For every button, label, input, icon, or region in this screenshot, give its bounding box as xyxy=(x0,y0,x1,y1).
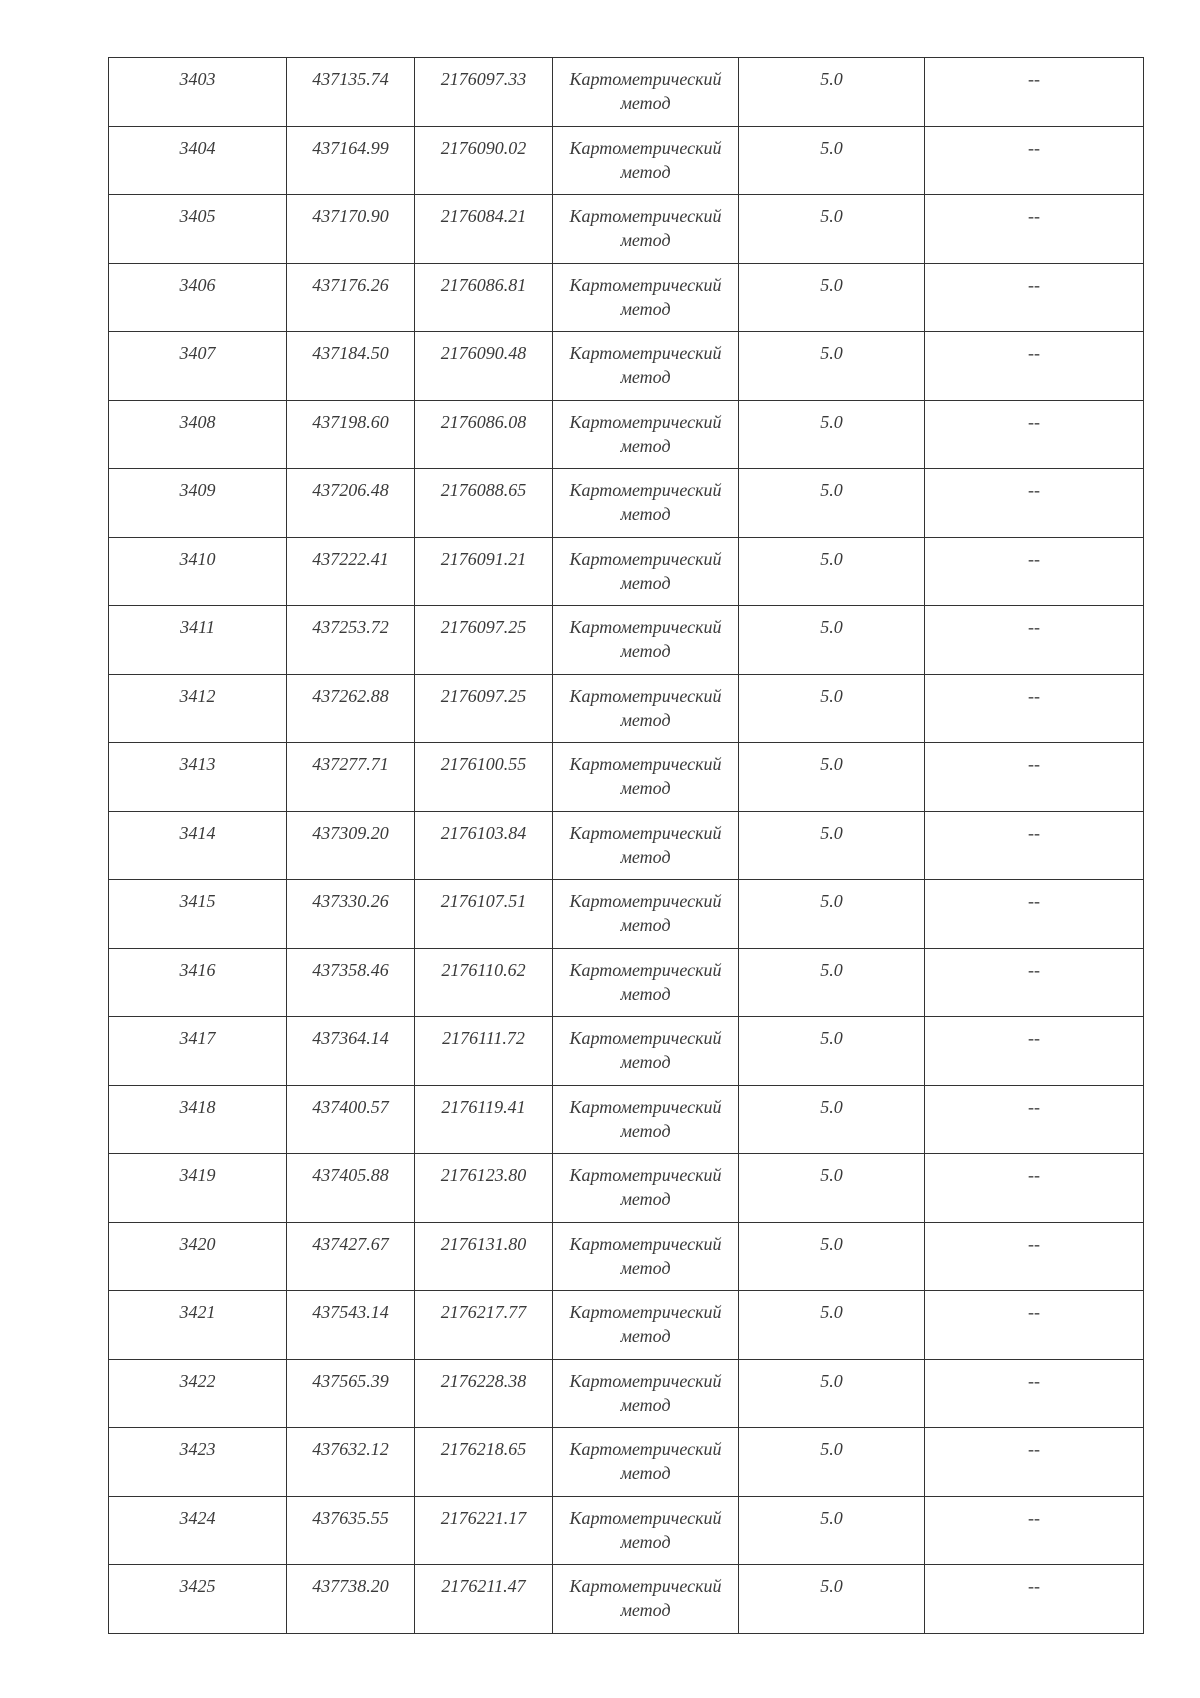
table-row xyxy=(109,263,1144,332)
point-number-cell: 3412 xyxy=(109,674,287,743)
method-cell: Картометрический метод xyxy=(553,880,739,949)
table-row xyxy=(109,811,1144,880)
coordinate-y-cell: 2176090.02 xyxy=(415,126,553,195)
coordinate-x-cell: 437206.48 xyxy=(287,469,415,538)
coordinate-y-cell: 2176086.08 xyxy=(415,400,553,469)
coordinate-x-cell: 437198.60 xyxy=(287,400,415,469)
coordinate-x-cell: 437358.46 xyxy=(287,948,415,1017)
point-number-cell: 3411 xyxy=(109,606,287,675)
method-cell: Картометрический метод xyxy=(553,1428,739,1497)
note-cell: -- xyxy=(925,1154,1144,1223)
coordinate-x-cell: 437738.20 xyxy=(287,1565,415,1634)
note-cell: -- xyxy=(925,332,1144,401)
note-cell: -- xyxy=(925,948,1144,1017)
coordinate-y-cell: 2176088.65 xyxy=(415,469,553,538)
point-number-cell: 3403 xyxy=(109,58,287,127)
point-number-cell: 3407 xyxy=(109,332,287,401)
note-cell: -- xyxy=(925,195,1144,264)
note-cell: -- xyxy=(925,58,1144,127)
note-cell: -- xyxy=(925,1222,1144,1291)
note-cell: -- xyxy=(925,674,1144,743)
accuracy-cell: 5.0 xyxy=(739,537,925,606)
note-cell: -- xyxy=(925,126,1144,195)
note-cell: -- xyxy=(925,880,1144,949)
accuracy-cell: 5.0 xyxy=(739,469,925,538)
coordinate-y-cell: 2176103.84 xyxy=(415,811,553,880)
coordinate-x-cell: 437427.67 xyxy=(287,1222,415,1291)
accuracy-cell: 5.0 xyxy=(739,811,925,880)
point-number-cell: 3419 xyxy=(109,1154,287,1223)
point-number-cell: 3417 xyxy=(109,1017,287,1086)
accuracy-cell: 5.0 xyxy=(739,1565,925,1634)
method-cell: Картометрический метод xyxy=(553,606,739,675)
coordinate-y-cell: 2176211.47 xyxy=(415,1565,553,1634)
coordinate-x-cell: 437184.50 xyxy=(287,332,415,401)
point-number-cell: 3413 xyxy=(109,743,287,812)
coordinate-y-cell: 2176107.51 xyxy=(415,880,553,949)
coordinate-y-cell: 2176218.65 xyxy=(415,1428,553,1497)
point-number-cell: 3408 xyxy=(109,400,287,469)
coordinate-x-cell: 437635.55 xyxy=(287,1496,415,1565)
coordinate-x-cell: 437405.88 xyxy=(287,1154,415,1223)
accuracy-cell: 5.0 xyxy=(739,1291,925,1360)
coordinate-x-cell: 437176.26 xyxy=(287,263,415,332)
method-cell: Картометрический метод xyxy=(553,332,739,401)
method-cell: Картометрический метод xyxy=(553,1359,739,1428)
note-cell: -- xyxy=(925,400,1144,469)
point-number-cell: 3410 xyxy=(109,537,287,606)
point-number-cell: 3421 xyxy=(109,1291,287,1360)
coordinate-x-cell: 437632.12 xyxy=(287,1428,415,1497)
note-cell: -- xyxy=(925,811,1144,880)
table-row xyxy=(109,1496,1144,1565)
point-number-cell: 3404 xyxy=(109,126,287,195)
coordinate-x-cell: 437400.57 xyxy=(287,1085,415,1154)
method-cell: Картометрический метод xyxy=(553,126,739,195)
coordinate-x-cell: 437364.14 xyxy=(287,1017,415,1086)
table-row xyxy=(109,1359,1144,1428)
coordinate-y-cell: 2176100.55 xyxy=(415,743,553,812)
note-cell: -- xyxy=(925,537,1144,606)
table-row xyxy=(109,58,1144,127)
note-cell: -- xyxy=(925,263,1144,332)
method-cell: Картометрический метод xyxy=(553,1496,739,1565)
table-row xyxy=(109,880,1144,949)
coordinate-x-cell: 437135.74 xyxy=(287,58,415,127)
coordinate-y-cell: 2176217.77 xyxy=(415,1291,553,1360)
accuracy-cell: 5.0 xyxy=(739,400,925,469)
accuracy-cell: 5.0 xyxy=(739,1359,925,1428)
accuracy-cell: 5.0 xyxy=(739,1222,925,1291)
coordinate-y-cell: 2176123.80 xyxy=(415,1154,553,1223)
table-row xyxy=(109,537,1144,606)
method-cell: Картометрический метод xyxy=(553,537,739,606)
coordinate-y-cell: 2176097.25 xyxy=(415,606,553,675)
coordinate-y-cell: 2176086.81 xyxy=(415,263,553,332)
method-cell: Картометрический метод xyxy=(553,674,739,743)
accuracy-cell: 5.0 xyxy=(739,58,925,127)
coordinate-x-cell: 437222.41 xyxy=(287,537,415,606)
method-cell: Картометрический метод xyxy=(553,1154,739,1223)
table-row xyxy=(109,1291,1144,1360)
note-cell: -- xyxy=(925,1291,1144,1360)
table-row xyxy=(109,332,1144,401)
point-number-cell: 3405 xyxy=(109,195,287,264)
coordinate-y-cell: 2176119.41 xyxy=(415,1085,553,1154)
accuracy-cell: 5.0 xyxy=(739,880,925,949)
point-number-cell: 3424 xyxy=(109,1496,287,1565)
point-number-cell: 3406 xyxy=(109,263,287,332)
table-row xyxy=(109,606,1144,675)
accuracy-cell: 5.0 xyxy=(739,332,925,401)
table-row xyxy=(109,1154,1144,1223)
accuracy-cell: 5.0 xyxy=(739,263,925,332)
note-cell: -- xyxy=(925,1359,1144,1428)
accuracy-cell: 5.0 xyxy=(739,1496,925,1565)
coordinate-x-cell: 437309.20 xyxy=(287,811,415,880)
accuracy-cell: 5.0 xyxy=(739,1017,925,1086)
point-number-cell: 3416 xyxy=(109,948,287,1017)
coordinate-x-cell: 437262.88 xyxy=(287,674,415,743)
table-row xyxy=(109,1222,1144,1291)
table-row xyxy=(109,1017,1144,1086)
point-number-cell: 3409 xyxy=(109,469,287,538)
table-row xyxy=(109,674,1144,743)
accuracy-cell: 5.0 xyxy=(739,606,925,675)
coordinate-y-cell: 2176084.21 xyxy=(415,195,553,264)
accuracy-cell: 5.0 xyxy=(739,743,925,812)
note-cell: -- xyxy=(925,743,1144,812)
note-cell: -- xyxy=(925,1428,1144,1497)
point-number-cell: 3415 xyxy=(109,880,287,949)
coordinate-y-cell: 2176131.80 xyxy=(415,1222,553,1291)
coordinate-y-cell: 2176091.21 xyxy=(415,537,553,606)
accuracy-cell: 5.0 xyxy=(739,1154,925,1223)
method-cell: Картометрический метод xyxy=(553,1291,739,1360)
coordinate-x-cell: 437565.39 xyxy=(287,1359,415,1428)
note-cell: -- xyxy=(925,1565,1144,1634)
accuracy-cell: 5.0 xyxy=(739,948,925,1017)
method-cell: Картометрический метод xyxy=(553,1565,739,1634)
coordinate-y-cell: 2176090.48 xyxy=(415,332,553,401)
method-cell: Картометрический метод xyxy=(553,195,739,264)
coordinate-x-cell: 437253.72 xyxy=(287,606,415,675)
coordinate-x-cell: 437170.90 xyxy=(287,195,415,264)
accuracy-cell: 5.0 xyxy=(739,1428,925,1497)
method-cell: Картометрический метод xyxy=(553,400,739,469)
table-row xyxy=(109,1565,1144,1634)
table-row xyxy=(109,948,1144,1017)
method-cell: Картометрический метод xyxy=(553,1085,739,1154)
point-number-cell: 3422 xyxy=(109,1359,287,1428)
method-cell: Картометрический метод xyxy=(553,948,739,1017)
note-cell: -- xyxy=(925,1496,1144,1565)
table-row xyxy=(109,195,1144,264)
point-number-cell: 3414 xyxy=(109,811,287,880)
coordinate-y-cell: 2176097.33 xyxy=(415,58,553,127)
coordinate-y-cell: 2176228.38 xyxy=(415,1359,553,1428)
coordinate-y-cell: 2176110.62 xyxy=(415,948,553,1017)
table-row xyxy=(109,400,1144,469)
table-row xyxy=(109,743,1144,812)
coordinates-table xyxy=(108,57,1144,1634)
accuracy-cell: 5.0 xyxy=(739,195,925,264)
note-cell: -- xyxy=(925,1017,1144,1086)
coordinate-y-cell: 2176111.72 xyxy=(415,1017,553,1086)
method-cell: Картометрический метод xyxy=(553,811,739,880)
note-cell: -- xyxy=(925,469,1144,538)
coordinate-x-cell: 437164.99 xyxy=(287,126,415,195)
method-cell: Картометрический метод xyxy=(553,58,739,127)
accuracy-cell: 5.0 xyxy=(739,674,925,743)
coordinate-x-cell: 437543.14 xyxy=(287,1291,415,1360)
method-cell: Картометрический метод xyxy=(553,469,739,538)
method-cell: Картометрический метод xyxy=(553,263,739,332)
coordinate-x-cell: 437330.26 xyxy=(287,880,415,949)
table-row xyxy=(109,1428,1144,1497)
note-cell: -- xyxy=(925,1085,1144,1154)
coordinate-y-cell: 2176221.17 xyxy=(415,1496,553,1565)
coordinates-table-body xyxy=(109,58,1144,1634)
method-cell: Картометрический метод xyxy=(553,743,739,812)
table-row xyxy=(109,1085,1144,1154)
accuracy-cell: 5.0 xyxy=(739,1085,925,1154)
coordinate-x-cell: 437277.71 xyxy=(287,743,415,812)
point-number-cell: 3425 xyxy=(109,1565,287,1634)
point-number-cell: 3423 xyxy=(109,1428,287,1497)
note-cell: -- xyxy=(925,606,1144,675)
method-cell: Картометрический метод xyxy=(553,1017,739,1086)
coordinate-y-cell: 2176097.25 xyxy=(415,674,553,743)
table-row xyxy=(109,126,1144,195)
table-row xyxy=(109,469,1144,538)
point-number-cell: 3420 xyxy=(109,1222,287,1291)
method-cell: Картометрический метод xyxy=(553,1222,739,1291)
accuracy-cell: 5.0 xyxy=(739,126,925,195)
point-number-cell: 3418 xyxy=(109,1085,287,1154)
